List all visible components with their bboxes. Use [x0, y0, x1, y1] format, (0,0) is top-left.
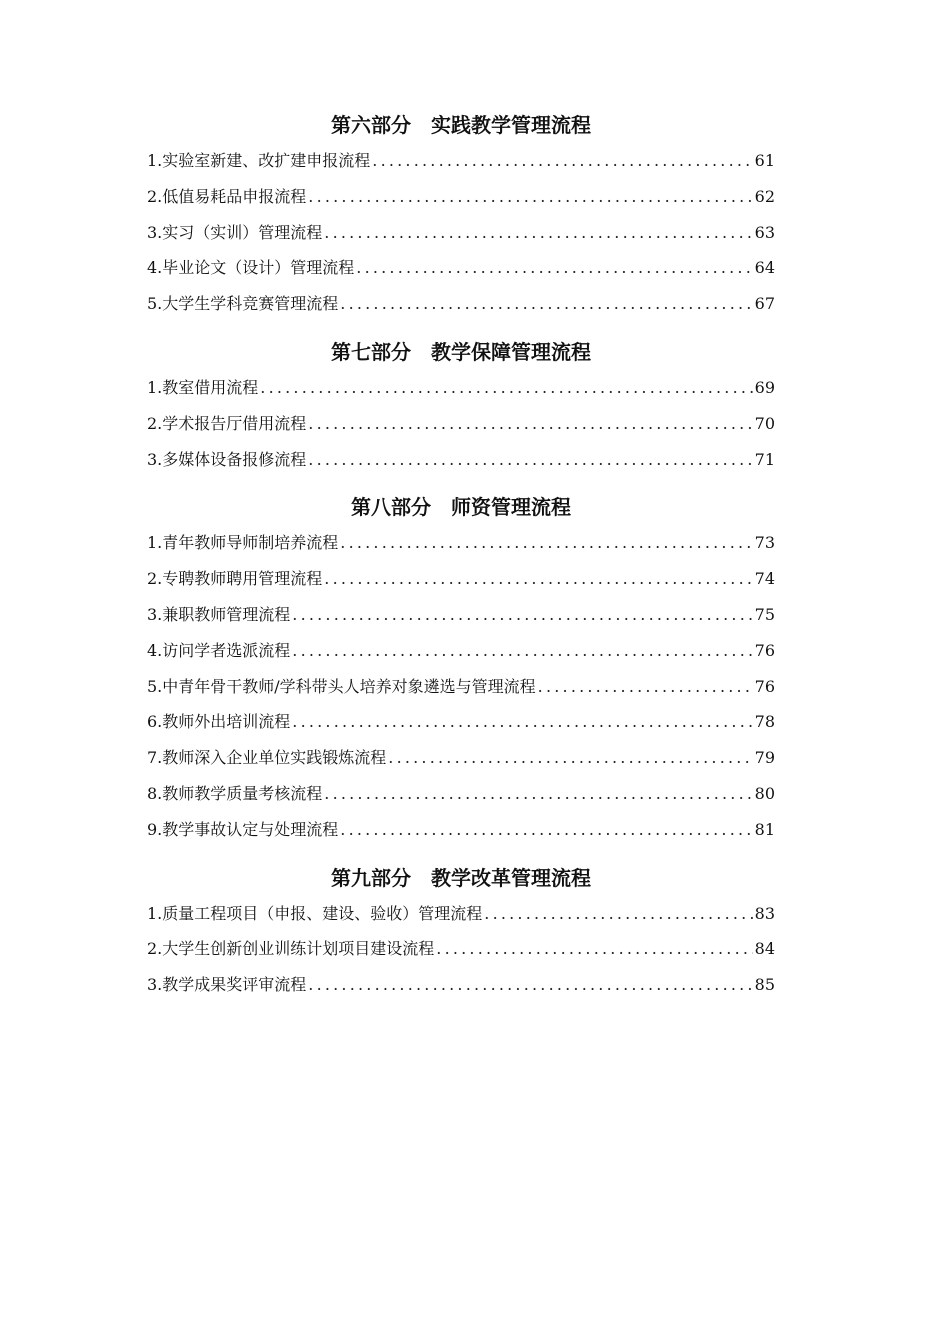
toc-entry-page-number: 75: [754, 604, 775, 624]
toc-entry-title: 1.质量工程项目（申报、建设、验收）管理流程: [147, 903, 483, 923]
toc-entry-page-number: 74: [754, 569, 775, 589]
toc-entry-title: 2.学术报告厅借用流程: [147, 413, 307, 433]
toc-entry-page-number: 61: [754, 151, 775, 170]
toc-entry[interactable]: [147, 370, 775, 406]
toc-entry-title: 3.教学成果奖评审流程: [147, 975, 307, 995]
toc-section-part-6: [147, 107, 775, 322]
toc-entry[interactable]: [147, 215, 775, 251]
toc-entry[interactable]: [147, 967, 775, 1003]
toc-entry-page-number: 83: [754, 903, 775, 923]
toc-entry[interactable]: [147, 179, 775, 215]
toc-entry-page-number: 64: [754, 258, 775, 278]
dot-leader: [324, 561, 752, 597]
dot-leader: [484, 896, 752, 932]
toc-entry-page-number: 69: [754, 377, 775, 397]
toc-entry-title: 7.教师深入企业单位实践锻炼流程: [147, 748, 387, 768]
dot-leader: [260, 370, 752, 406]
toc-entry-list: [147, 143, 775, 322]
toc-entry[interactable]: [147, 812, 775, 848]
toc-entry-title: 3.兼职教师管理流程: [147, 604, 291, 624]
toc-entry[interactable]: [147, 776, 775, 812]
dot-leader: [372, 143, 752, 179]
dot-leader: [292, 704, 752, 740]
dot-leader: [356, 250, 752, 286]
dot-leader: [308, 967, 752, 1003]
dot-leader: [308, 442, 752, 478]
toc-entry-page-number: 76: [754, 640, 775, 660]
section-heading: 第六部分 实践教学管理流程: [331, 113, 591, 137]
dot-leader: [292, 597, 752, 633]
toc-entry-title: 8.教师教学质量考核流程: [147, 783, 323, 803]
toc-entry[interactable]: [147, 143, 775, 179]
dot-leader: [340, 525, 752, 561]
toc-entry[interactable]: [147, 406, 775, 442]
dot-leader: [340, 812, 752, 848]
toc-entry-page-number: 67: [754, 294, 775, 314]
toc-entry-page-number: 62: [754, 186, 775, 206]
toc-entry-title: 2.低值易耗品申报流程: [147, 186, 307, 206]
toc-entry-page-number: 71: [754, 449, 775, 469]
toc-entry-title: 5.大学生学科竞赛管理流程: [147, 294, 339, 314]
toc-entry-title: 3.实习（实训）管理流程: [147, 222, 323, 242]
dot-leader: [340, 286, 752, 322]
toc-entry[interactable]: [147, 250, 775, 286]
section-heading: 第七部分 教学保障管理流程: [331, 339, 591, 364]
toc-entry-page-number: 73: [754, 533, 775, 553]
toc-entry-page-number: 84: [754, 939, 775, 959]
toc-entry-title: 2.大学生创新创业训练计划项目建设流程: [147, 939, 435, 959]
dot-leader: [292, 633, 752, 669]
toc-entry-title: 6.教师外出培训流程: [147, 712, 291, 732]
dot-leader: [388, 740, 752, 776]
table-of-contents: [147, 107, 775, 1003]
toc-entry[interactable]: [147, 597, 775, 633]
dot-leader: [324, 776, 752, 812]
toc-entry[interactable]: [147, 704, 775, 740]
toc-section-part-9: [147, 860, 775, 1003]
section-heading: 第八部分 师资管理流程: [351, 495, 571, 520]
toc-entry[interactable]: [147, 561, 775, 597]
toc-entry-title: 4.访问学者选派流程: [147, 640, 291, 660]
toc-entry-list: [147, 370, 775, 477]
section-heading: 第九部分 教学改革管理流程: [331, 865, 591, 890]
toc-entry[interactable]: [147, 525, 775, 561]
toc-entry[interactable]: [147, 669, 775, 705]
toc-entry-page-number: 79: [754, 748, 775, 768]
toc-entry-page-number: 70: [754, 413, 775, 433]
toc-section-part-7: [147, 334, 775, 477]
toc-entry-title: 9.教学事故认定与处理流程: [147, 819, 339, 839]
toc-entry-page-number: 80: [754, 783, 775, 803]
toc-entry-page-number: 63: [754, 222, 775, 242]
dot-leader: [538, 669, 753, 705]
dot-leader: [308, 179, 752, 215]
dot-leader: [324, 215, 752, 251]
toc-entry[interactable]: [147, 286, 775, 322]
toc-entry[interactable]: [147, 633, 775, 669]
dot-leader: [436, 931, 752, 967]
toc-entry[interactable]: [147, 931, 775, 967]
toc-entry[interactable]: [147, 442, 775, 478]
toc-section-part-8: [147, 489, 775, 847]
toc-entry-title: 3.多媒体设备报修流程: [147, 449, 307, 469]
toc-entry-title: 1.教室借用流程: [147, 377, 259, 397]
toc-entry-title: 1.青年教师导师制培养流程: [147, 533, 339, 553]
toc-entry-list: [147, 525, 775, 847]
toc-entry-list: [147, 896, 775, 1003]
toc-entry-title: 2.专聘教师聘用管理流程: [147, 569, 323, 589]
toc-entry-page-number: 78: [754, 712, 775, 732]
toc-entry-page-number: 76: [754, 676, 775, 696]
toc-entry-page-number: 81: [754, 819, 775, 839]
toc-entry-title: 1.实验室新建、改扩建申报流程: [147, 151, 371, 170]
toc-entry[interactable]: [147, 896, 775, 932]
toc-entry[interactable]: [147, 740, 775, 776]
toc-entry-page-number: 85: [754, 975, 775, 995]
dot-leader: [308, 406, 752, 442]
toc-entry-title: 4.毕业论文（设计）管理流程: [147, 258, 355, 278]
toc-entry-title: 5.中青年骨干教师/学科带头人培养对象遴选与管理流程: [147, 676, 536, 696]
